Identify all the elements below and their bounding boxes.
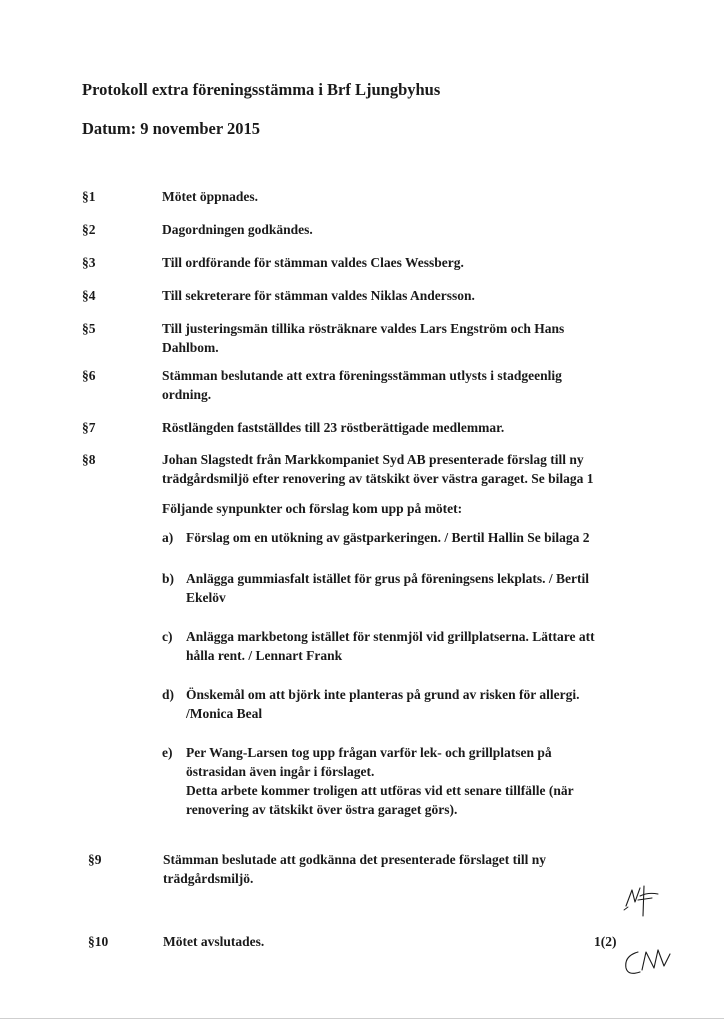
paragraph-number: §1 [82, 189, 96, 204]
text-line: Dagordningen godkändes. [162, 222, 313, 237]
proposal-letter: a) [162, 530, 174, 545]
paragraph-text [163, 850, 643, 888]
paragraph-number: §3 [82, 255, 96, 270]
paragraph-number: §8 [82, 452, 96, 467]
document-date: Datum: 9 november 2015 [82, 119, 260, 138]
text-line: östrasidan även ingår i förslaget. [186, 764, 375, 779]
handwritten-initials [620, 944, 684, 980]
document-title: Protokoll extra föreningsstämma i Brf Ljungbyhus [82, 80, 441, 99]
text-line: Till justeringsmän tillika rösträknare valdes Lars Engström och Hans [162, 321, 565, 336]
text-line: Mötet avslutades. [163, 934, 265, 949]
proposal-text [186, 569, 636, 607]
handwritten-initials [618, 880, 668, 920]
paragraph-text [162, 366, 642, 404]
paragraph-text [162, 286, 642, 305]
text-line: Per Wang-Larsen tog upp frågan varför lek- och grillplatsen på [186, 745, 552, 760]
text-line: /Monica Beal [186, 706, 263, 721]
paragraph-text [162, 253, 642, 272]
page-number: 1(2) [594, 934, 617, 949]
text-line: Mötet öppnades. [162, 189, 259, 204]
proposal-text [186, 528, 636, 547]
text-line: Till ordförande för stämman valdes Claes Wessberg. [162, 255, 464, 270]
proposals-intro [162, 499, 642, 518]
paragraph-text [162, 187, 642, 206]
proposal-letter: d) [162, 687, 175, 702]
proposal-text [186, 627, 636, 665]
text-line: Detta arbete kommer troligen att utföras vid ett senare tillfälle (när [186, 783, 574, 798]
paragraph-number: §4 [82, 288, 96, 303]
proposal-text [186, 743, 636, 819]
paragraph-number: §10 [88, 934, 109, 949]
text-line: Anlägga gummiasfalt istället för grus på föreningsens lekplats. / Bertil [186, 571, 590, 586]
text-line: ordning. [162, 387, 212, 402]
text-line: Röstlängden fastställdes till 23 röstberättigade medlemmar. [162, 420, 505, 435]
proposal-letter: c) [162, 629, 173, 644]
text-line: Stämman beslutande att extra föreningsstämman utlysts i stadgeenlig [162, 368, 562, 383]
text-line: Till sekreterare för stämman valdes Niklas Andersson. [162, 288, 475, 303]
text-line: Dahlbom. [162, 340, 219, 355]
text-line: Johan Slagstedt från Markkompaniet Syd AB presenterade förslag till ny [162, 452, 584, 467]
text-line: Ekelöv [186, 590, 226, 605]
proposal-letter: e) [162, 745, 173, 760]
paragraph-number: §9 [88, 852, 102, 867]
text-line: renovering av tätskikt över östra garaget görs). [186, 802, 458, 817]
text-line: Stämman beslutade att godkänna det presenterade förslaget till ny [163, 852, 546, 867]
text-line: Förslag om en utökning av gästparkeringen. / Bertil Hallin Se bilaga 2 [186, 530, 590, 545]
text-line: Anlägga markbetong istället för stenmjöl vid grillplatserna. Lättare att [186, 629, 595, 644]
text-line: trädgårdsmiljö efter renovering av tätskikt över västra garaget. Se bilaga 1 [162, 471, 594, 486]
paragraph-text [162, 450, 642, 488]
text-line: hålla rent. / Lennart Frank [186, 648, 343, 663]
paragraph-text [162, 319, 642, 357]
paragraph-number: §5 [82, 321, 96, 336]
paragraph-text [163, 932, 643, 951]
footer-rule [0, 1018, 724, 1019]
text-line: trädgårdsmiljö. [163, 871, 254, 886]
paragraph-number: §7 [82, 420, 96, 435]
paragraph-number: §2 [82, 222, 96, 237]
paragraph-number: §6 [82, 368, 96, 383]
proposal-letter: b) [162, 571, 175, 586]
paragraph-text [162, 418, 642, 437]
text-line: Önskemål om att björk inte planteras på grund av risken för allergi. [186, 687, 580, 702]
proposal-text [186, 685, 636, 723]
paragraph-text [162, 220, 642, 239]
text-line: Följande synpunkter och förslag kom upp på mötet: [162, 501, 463, 516]
